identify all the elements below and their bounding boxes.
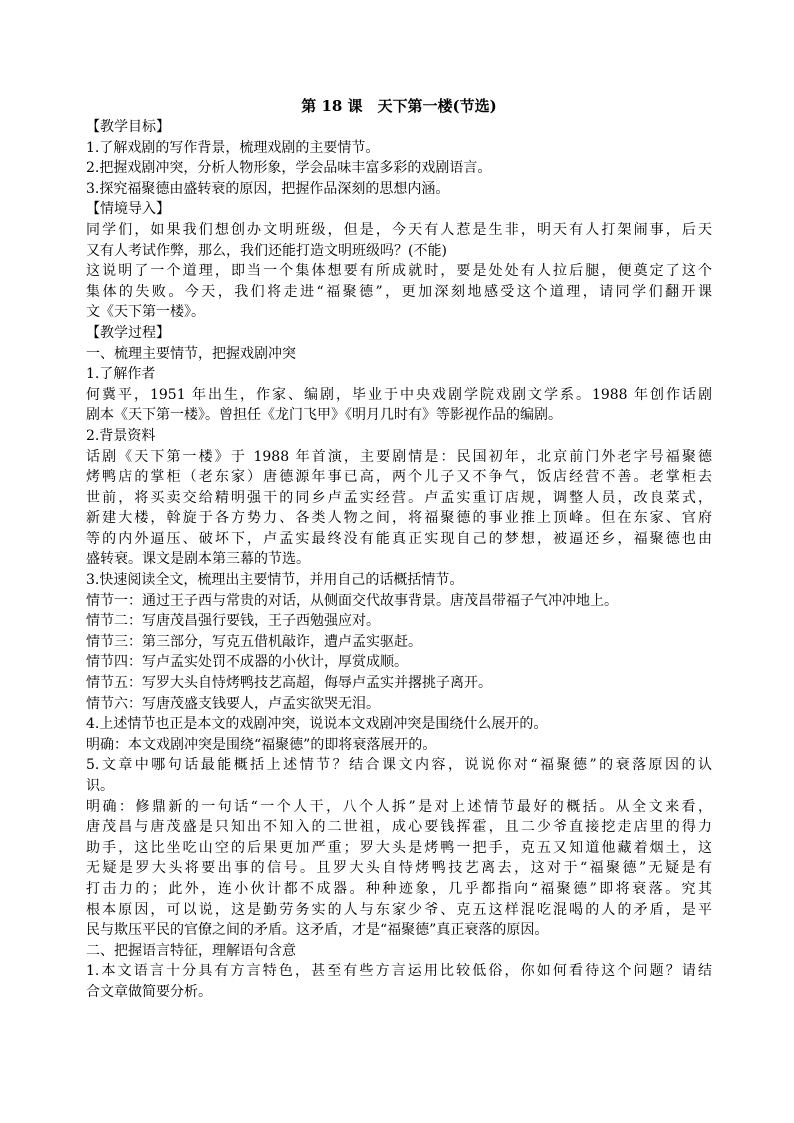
paragraph-row: 又有人考试作弊，那么，我们还能打造文明班级吗？(不能) <box>86 242 447 259</box>
paragraph-row: 合文章做简要分析。 <box>86 983 212 1000</box>
text-line: 1.了解戏剧的写作背景，梳理戏剧的主要情节。 <box>86 139 380 156</box>
text-line: 情节三：第三部分，写克五借机敲诈，遭卢孟实驱赶。 <box>86 633 422 650</box>
paragraph-row: 民与欺压平民的官僚之间的矛盾。这矛盾，才是“福聚德”真正衰落的原因。 <box>86 922 549 939</box>
paragraph-row: 唐茂昌与唐茂盛是只知出不知入的二世祖，成心要钱挥霍，且二少爷直接挖走店里的得力 <box>86 819 712 836</box>
paragraph <box>86 385 712 426</box>
paragraph <box>86 447 712 571</box>
paragraph-row: 新建大楼，斡旋于各方势力、各类人物之间，将福聚德的事业推上顶峰。但在东家、官府 <box>86 510 712 527</box>
paragraph-row: 文《天下第一楼》。 <box>86 304 205 321</box>
text-line: 【情境导入】 <box>86 201 170 218</box>
text-line: 【教学目标】 <box>86 119 170 135</box>
text-line: 3.探究福聚德由盛转衰的原因，把握作品深刻的思想内涵。 <box>86 180 450 197</box>
paragraph <box>86 755 712 796</box>
text-line: 情节六：写唐茂盛支钱要人，卢孟实欲哭无泪。 <box>86 695 380 712</box>
document-page <box>86 96 712 1003</box>
paragraph-row: 集体的失败。今天，我们将走进“福聚德”，更加深刻地感受这个道理，请同学们翻开课 <box>86 283 712 300</box>
paragraph-row: 1.本文语言十分具有方言特色，甚至有些方言运用比较低俗，你如何看待这个问题？请结 <box>86 963 712 980</box>
lesson-title: 第 18 课 天下第一楼(节选) <box>301 97 497 115</box>
text-line: 二、把握语言特征，理解语句含意 <box>86 942 296 959</box>
paragraph-row: 识。 <box>86 778 114 794</box>
text-line: 【教学过程】 <box>86 324 170 341</box>
text-line: 情节五：写罗大头自恃烤鸭技艺高超，侮辱卢孟实并撂挑子离开。 <box>86 675 492 692</box>
paragraph <box>86 797 712 941</box>
text-line: 情节二：写唐茂昌强行要钱，王子西勉强应对。 <box>86 613 380 630</box>
text-line: 4.上述情节也正是本文的戏剧冲突，说说本文戏剧冲突是围绕什么展开的。 <box>86 716 548 733</box>
paragraph-row: 5.文章中哪句话最能概括上述情节？结合课文内容，说说你对“福聚德”的衰落原因的认 <box>86 757 712 774</box>
paragraph <box>86 261 712 323</box>
paragraph-row: 等的内外逼压、破坏下，卢孟实最终没有能真正实现自己的梦想，被逼还乡，福聚德也由 <box>86 530 712 547</box>
paragraph-row: 烤鸭店的掌柜（老东家）唐德源年事已高，两个儿子又不争气，饭店经营不善。老掌柜去 <box>86 469 712 486</box>
text-line: 1.了解作者 <box>86 366 156 383</box>
paragraph-row: 这说明了一个道理，即当一个集体想要有所成就时，要是处处有人拉后腿，便奠定了这个 <box>86 263 712 280</box>
paragraph-row: 同学们，如果我们想创办文明班级，但是，今天有人惹是生非，明天有人打架闹事，后天 <box>86 221 712 238</box>
paragraph <box>86 961 712 1002</box>
text-line: 2.背景资料 <box>86 427 156 444</box>
paragraph-row: 何冀平，1951 年出生，作家、编剧，毕业于中央戏剧学院戏剧文学系。1988 年创作话剧 <box>86 386 712 403</box>
paragraph-row: 无疑是罗大头将要出事的信号。且罗大头自恃烤鸭技艺离去，这对于“福聚德”无疑是有 <box>86 860 712 877</box>
text-line: 2.把握戏剧冲突，分析人物形象，学会品味丰富多彩的戏剧语言。 <box>86 160 492 177</box>
text-line: 情节四：写卢孟实处罚不成器的小伙计，厚赏成顺。 <box>86 654 408 671</box>
document-body <box>86 117 712 1003</box>
text-line: 明确：本文戏剧冲突是围绕“福聚德”的即将衰落展开的。 <box>86 736 437 753</box>
paragraph-row: 盛转衰。课文是剧本第三幕的节选。 <box>86 551 310 568</box>
paragraph <box>86 220 712 261</box>
paragraph-row: 世前，将买卖交给精明强干的同乡卢孟实经营。卢孟实重订店规，调整人员，改良菜式， <box>86 489 712 506</box>
paragraph-row: 明确：修鼎新的一句话“一个人干，八个人拆”是对上述情节最好的概括。从全文来看， <box>86 798 712 815</box>
paragraph-row: 话剧《天下第一楼》于 1988 年首演，主要剧情是：民国初年，北京前门外老字号福聚德 <box>86 448 712 465</box>
paragraph-row: 根本原因，可以说，这是勤劳务实的人与东家少爷、克五这样混吃混喝的人的矛盾，是平 <box>86 901 712 918</box>
text-line: 3.快速阅读全文，梳理出主要情节，并用自己的话概括情节。 <box>86 572 464 589</box>
text-line: 情节一：通过王子西与常贵的对话，从侧面交代故事背景。唐茂昌带福子气冲冲地上。 <box>86 592 618 609</box>
text-line: 一、梳理主要情节，把握戏剧冲突 <box>86 345 296 362</box>
paragraph-row: 剧本《天下第一楼》。曾担任《龙门飞甲》《明月几时有》等影视作品的编剧。 <box>86 407 562 424</box>
paragraph-row: 助手，这比坐吃山空的后果更加严重；罗大头是烤鸭一把手，克五又知道他藏着烟土，这 <box>86 839 712 856</box>
paragraph-row: 打击力的；此外，连小伙计都不成器。种种迹象，几乎都指向“福聚德”即将衰落。究其 <box>86 880 712 897</box>
